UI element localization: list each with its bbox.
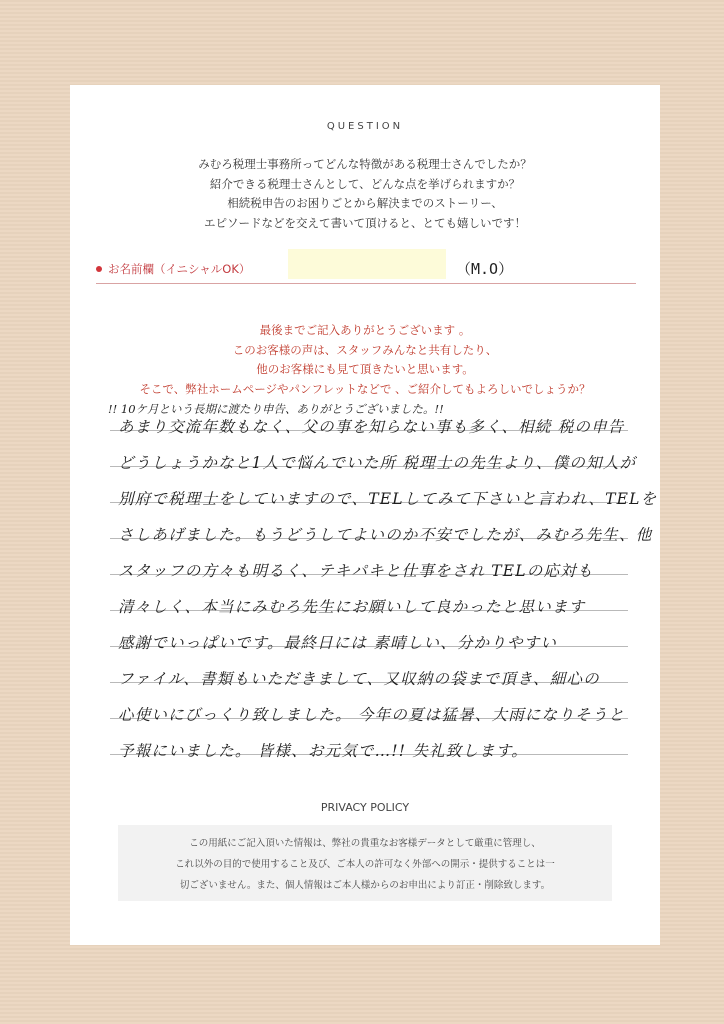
question-line: 相続税申告のお困りごとから解決までのストーリー、	[227, 196, 503, 210]
redacted-name-mask	[288, 249, 446, 279]
handwritten-line: あまり交流年数もなく、父の事を知らない事も多く、相続 税の申告	[118, 418, 625, 436]
thanks-line: そこで、弊社ホームページやパンフレットなどで 、ご紹介してもよろしいでしょうか？	[139, 381, 591, 396]
thanks-line: 他のお客様にも見て頂きたいと思います。	[256, 362, 474, 376]
privacy-policy-box	[118, 825, 612, 901]
privacy-line: この用紙にご記入頂いた情報は、弊社の貴重なお客様データとして厳重に管理し、	[189, 838, 541, 849]
handwritten-line: 心使いにびっくり致しました。 今年の夏は猛暑、大雨になりそうと	[118, 706, 626, 724]
privacy-policy-title: PRIVACY POLICY	[320, 801, 410, 814]
questionnaire-sheet	[70, 85, 660, 945]
handwritten-line: 清々しく、本当にみむろ先生にお願いして良かったと思います	[118, 598, 586, 616]
handwritten-header: !! 10ケ月という長期に渡たり申告、ありがとうございました。!!	[108, 402, 444, 416]
name-initials: （M.O）	[456, 260, 514, 278]
handwritten-line: ファイル、書類もいただきまして、又収納の袋まで頂き、細心の	[118, 670, 600, 688]
name-field	[96, 261, 636, 284]
privacy-policy-text	[118, 833, 612, 896]
bullet-dot	[96, 266, 102, 272]
handwritten-line: さしあげました。もうどうしてよいのか不安でしたが、みむろ先生、他	[118, 526, 653, 544]
question-line: エピソードなどを交えて書いて頂けると、とても嬉しいです！	[204, 215, 526, 230]
question-line: みむろ税理士事務所ってどんな特徴がある税理士さんでしたか？	[198, 157, 532, 171]
privacy-line: 切ございません。また、個人情報はご本人様からのお申出により訂正・削除致します。	[179, 880, 551, 891]
thanks-line: 最後までご記入ありがとうございます 。	[259, 323, 471, 337]
handwritten-line: どうしょうかなと1人で悩んでいた所 税理士の先生より、僕の知人が	[118, 454, 637, 472]
handwritten-line: 別府で税理士をしていますので、TELしてみて下さいと言われ、TELを	[118, 490, 658, 508]
question-text	[70, 155, 660, 233]
handwritten-line: 予報にいました。 皆様、お元気で…!! 失礼致します。	[118, 742, 528, 760]
handwritten-line: 感謝でいっぱいです。最終日には 素晴しい、分かりやすい	[118, 634, 558, 652]
thanks-message	[70, 321, 660, 399]
question-line: 紹介できる税理士さんとして、どんな点を挙げられますか？	[209, 176, 521, 191]
thanks-line: このお客様の声は、スタッフみんなと共有したり、	[232, 342, 498, 357]
handwritten-line: スタッフの方々も明るく、テキパキと仕事をされ TELの応対も	[118, 562, 594, 580]
privacy-line: これ以外の目的で使用すること及び、ご本人の許可なく外部への開示・提供することは一	[175, 859, 555, 870]
question-heading: QUESTION	[326, 121, 404, 132]
name-label: お名前欄（イニシャルOK）	[108, 262, 251, 276]
